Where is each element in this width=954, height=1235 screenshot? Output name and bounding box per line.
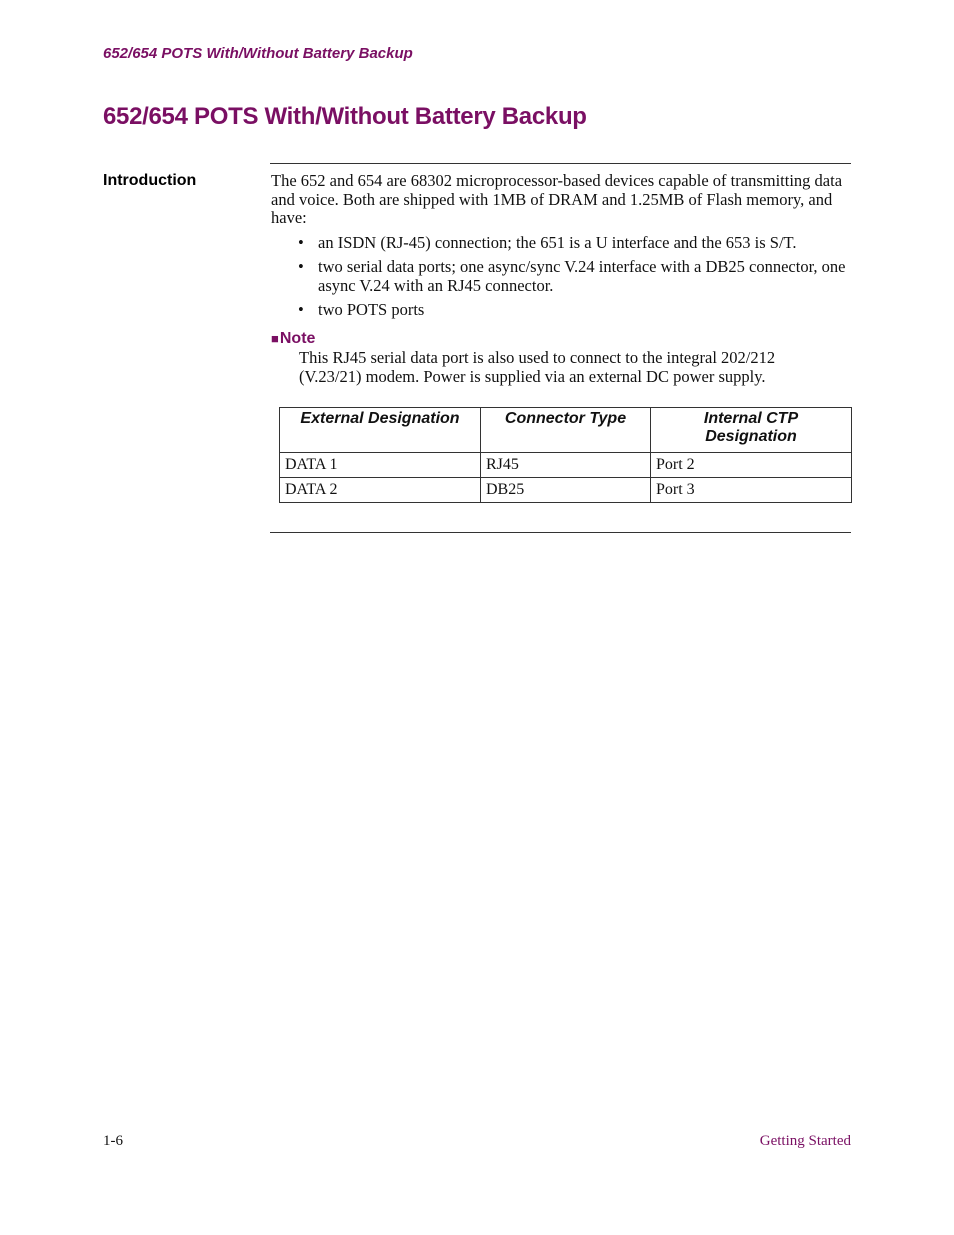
section-label: Introduction [103,172,197,189]
chapter-name: Getting Started [759,1133,851,1149]
table-cell: DATA 2 [280,478,481,503]
list-item [271,301,846,320]
running-header: 652/654 POTS With/Without Battery Backup [103,45,413,62]
bullet-icon: • [298,299,304,319]
table-header-row [280,408,852,453]
top-rule [270,163,851,164]
page-number: 1-6 [103,1133,123,1149]
bullet-icon: • [298,233,304,252]
table-cell: Port 2 [651,453,852,478]
table-cell: Port 3 [651,478,852,503]
bullet-icon: • [298,257,304,276]
note-square-icon: ■ [271,331,279,346]
note-text: This RJ45 serial data port is also used to connect to the integral 202/212 (V.23/21) modem. Power is supplied via an external DC power supply. [299,348,776,386]
intro-paragraph: The 652 and 654 are 68302 microprocessor-based devices capable of transmitting data and voice. Both are shipped with 1MB of DRAM and 1.25MB of Flash memory, and have: [271,171,843,227]
list-item [271,258,846,295]
list-item-text: an ISDN (RJ-45) connection; the 651 is a U interface and the 653 is S/T. [318,233,797,252]
list-item [271,234,846,253]
table-cell: RJ45 [481,453,651,478]
table-row [280,453,852,478]
port-table [279,407,852,503]
column-header-connector-type: Connector Type [481,408,651,453]
table-cell: DATA 1 [280,453,481,478]
column-header-external-designation: External Designation [280,408,481,453]
note-heading-label: Note [279,330,316,347]
feature-list [271,234,846,325]
note-heading [271,330,315,348]
list-item-text: two serial data ports; one async/sync V.24 interface with a DB25 connector, one async V.24 with an RJ45 connector. [318,257,846,295]
page-title: 652/654 POTS With/Without Battery Backup [103,103,587,130]
bottom-rule [270,532,851,533]
list-item-text: two POTS ports [318,299,425,319]
column-header-internal-ctp-designation: Internal CTP Designation [651,408,852,453]
table-row [280,478,852,503]
table-cell: DB25 [481,478,651,503]
